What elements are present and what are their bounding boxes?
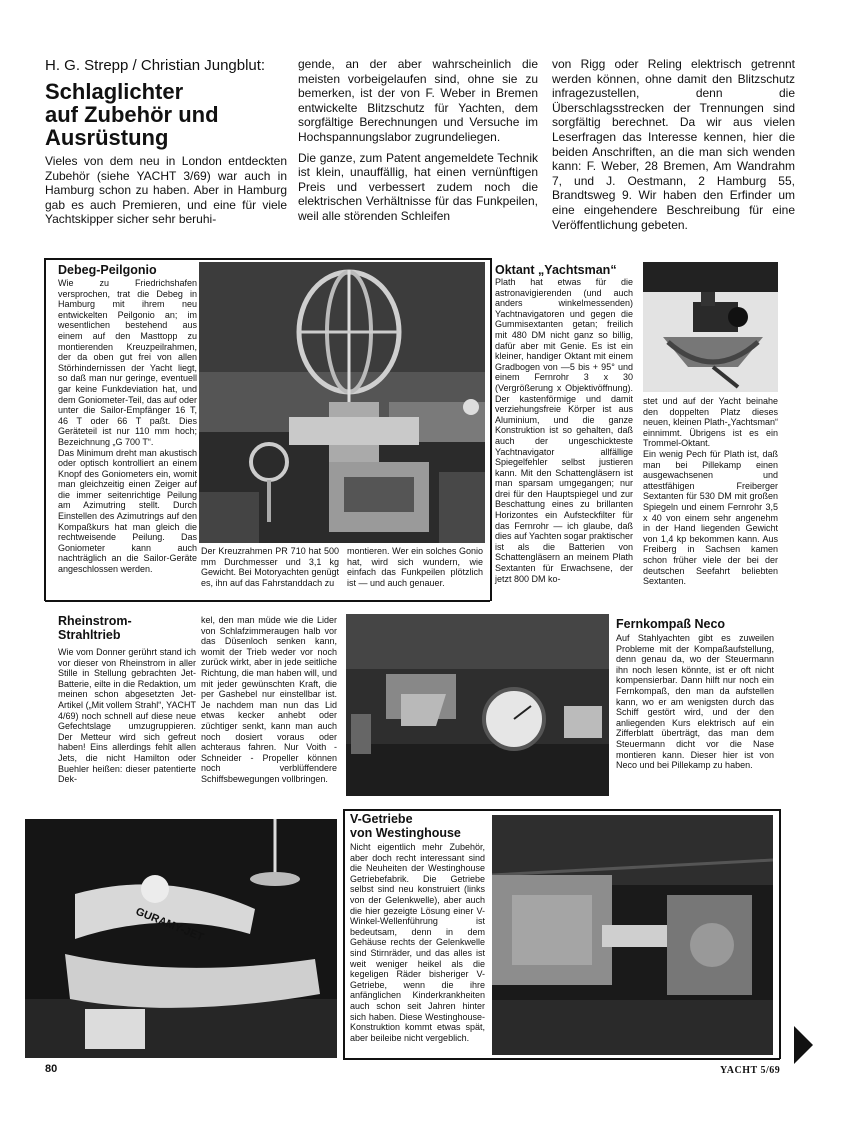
rule [45, 600, 490, 602]
oktant-body-cont-p2: Ein wenig Pech für Plath ist, daß man bei Pillekamp einen ausgewachsenen und attestfähigen Freiberger Sextanten für 530 DM mit großen Spiegeln und einem Fernrohr 3,5 x 40 von einem sehr angenehm in der Hand liegenden Gewicht von 1,4 kp bekommen kann. Aus Freiberg in Sachsen kamen schon früher viele der bei der deutschen Seefahrt beliebten Sextanten. [643, 448, 778, 587]
oktant-title: Oktant „Yachtsman“ [495, 263, 617, 277]
debeg-title: Debeg-Peilgonio [58, 263, 157, 277]
intro-col3: von Rigg oder Reling elektrisch getrennt werden können, ohne damit den Blitzschutz infragezustellen, denn die Überschlagsstrecken der Trennungen sind sorgfältig berechnet. Da wir aus vielen Leserfragen das Interesse kennen, hier die beiden Anschriften, an die man sich wenden kann: F. Weber, 28 Bremen, Am Wandrahm 7, und J. Oestmann, 2 Hamburg 55, Brandtsweg 9. Wir haben den Erfinder um eine eingehendere Beschreibung für eine Veröffentlichung gebeten. [552, 57, 795, 232]
photo-cross-frame-antenna [199, 262, 485, 543]
fernkompass-body: Auf Stahlyachten gibt es zuweilen Probleme mit der Kompaßaufstellung, denn genau da, wo der Steuermann ihn noch lesen könnte, ist er oft nicht kompensierbar. Dann hilft nur noch ein Fernkompaß, den man da aufstellen kann, wo er am wenigsten durch das Schiff gestört wird, und der den anliegenden Kurs elektrisch auf ein Zifferblatt überträgt, das man dem Steuermann dicht vor die Nase montieren kann. Dieser hier ist von Neco und bei Pillekamp zu haben. [616, 633, 774, 771]
intro-col1: Vieles von dem neu in London entdeckten Zubehör (siehe YACHT 3/69) war auch in Hamburg schon zu haben. Aber in Hamburg gab es auch Premieren, und eine für viele Yachtskipper sicher sehr beruhi- [45, 154, 287, 227]
authors: H. G. Strepp / Christian Jungblut: [45, 57, 266, 74]
rule [44, 258, 46, 601]
debeg-caption-b: montieren. Wer ein solches Gonio hat, wird sich wundern, wie einfach das Funkpeilen plötzlich ist — und auch genauer. [347, 546, 483, 588]
photo-v-gearbox-image [492, 815, 773, 1055]
rhein-body-col1: Wie vom Donner gerührt stand ich vor dieser von Rheinstrom in aller Stille in Stellung gebrachten Jet-Batterie, eilte in die Redaktion, um meinen schon abgesetzten Jet-Artikel („Mit vollem Strahl“, YACHT 4/69) noch schnell auf diese neue Gefechtslage umzugruppieren. Der Metteur wird sich gefreut haben! Eins allerdings fehlt allen Jets, die nicht Hamilton oder Buehler heißen: dieser patentierte Dek- [58, 647, 196, 785]
rule [343, 1058, 780, 1060]
photo-gauges [346, 614, 609, 796]
oktant-body-cont-p1: stet und auf der Yacht beinahe den doppelten Platz dieses neuen, kleinen Plath-„Yachtsman“ einnimmt. Übrigens ist es ein Trommel-Oktant. [643, 396, 778, 449]
rule [490, 258, 492, 601]
photo-octant [643, 262, 778, 392]
vgetriebe-body: Nicht eigentlich mehr Zubehör, aber doch recht interessant sind die Neuheiten der Westinghouse Getriebefabrik. Die Getriebe selbst sind neu konstruiert (links von der Gelenkwelle), aber auch die hier gezeigte Lösung einer V-Winkel-Wellenführung ist bedeutsam, denn in dem Gehäuse rechts der Gelenkwelle sind Stirnräder, und das alles ist weit weniger heikel als die kegeligen Räder bisheriger V-Getriebe, wenn die ihre anfänglichen Kinderkrankheiten auch schon seit Jahren hinter sich haben. Diese Westinghouse-Konstruktion kommt etwas spät, aber beileibe nicht vergeblich. [350, 842, 485, 1043]
rhein-title-line: Strahltrieb [58, 628, 121, 642]
fernkompass-title: Fernkompaß Neco [616, 617, 726, 631]
headline-line: Ausrüstung [45, 125, 169, 150]
intro-col2-p1: gende, an der aber wahrscheinlich die meisten vorbeigelaufen sind, ohne sie zu bemerken, ist der von F. Weber in Bremen entwickelte Blitzschutz für Yachten, dem sorgfältige Berechnungen und Versuche im Hochspannungslabor zugrundeliegen. [298, 57, 538, 144]
rhein-title-line: Rheinstrom- [58, 614, 132, 628]
page-number: 80 [45, 1063, 58, 1075]
photo-jet-drive [25, 819, 337, 1058]
magazine-issue: YACHT 5/69 [720, 1065, 781, 1076]
oktant-body-cont [643, 396, 778, 587]
debeg-caption-a: Der Kreuzrahmen PR 710 hat 500 mm Durchmesser und 3,1 kg Gewicht. Bei Motoryachten genügt es, ihn auf das Fahrstanddach zu [201, 546, 339, 588]
intro-col2 [298, 57, 538, 224]
rule [45, 258, 490, 260]
oktant-body: Plath hat etwas für die astronavigierenden (und auch anders winkelmessenden) Yachtnavigatoren und gegen die Gummisextanten getan; freilich mit 480 DM nicht ganz so billig, dafür aber mit Genie. Es ist ein kleiner, handiger Oktant mit einem Gradbogen von —5 bis + 95° und einem Fernrohr 3 x 30 (Vergrößerung x Objektivöffnung). Der kastenförmige und damit verziehungsfreie Körper ist aus Aluminium, und die ganze Konstruktion ist so gehalten, daß auch der ungeschickteste Yachtnavigator allfällige Spiegelfehler selbst justieren kann. Mit den Schattengläsern ist man sparsam umgegangen; nur drei für den Hauptspiegel und zur Beschattung eines zu brillanten Horizontes ein Aufsteckfilter für das Fernrohr — ich glaube, daß dies auf Yachten sogar praktischer ist als die Batterien von Schattengläsern an meinem Plath Sextanten für Erwachsene, der jetzt 800 DM ko- [495, 277, 633, 584]
photo-gauges-image [346, 614, 609, 796]
rhein-title [58, 614, 198, 642]
photo-v-gearbox [492, 815, 773, 1055]
debeg-body [58, 278, 197, 575]
rule [779, 809, 781, 1059]
debeg-body-p2: Das Minimum dreht man akustisch oder optisch kontrolliert an einem Knopf des Goniometers ein, womit man gleichzeitig einen Zeiger auf die immer seitenrichtige Peilung am Azimutring stellt. Durch Einstellen des Azimutrings auf den Kompaßkurs hat man gleich die rechtweisende Peilung. Das Goniometer kann auch nachträglich an die Sailor-Geräte angeschlossen werden. [58, 447, 197, 575]
rule [343, 809, 780, 811]
photo-jet-drive-image [25, 819, 337, 1058]
headline [45, 80, 290, 149]
next-page-arrow [794, 1026, 813, 1064]
vgetriebe-title [350, 812, 500, 840]
headline-line: Schlaglichter [45, 79, 184, 104]
rhein-body-col2: kel, den man müde wie die Lider von Schlafzimmeraugen halb vor das Düsenloch senken kann, womit der Trieb weder vor noch zurück wirkt, aber in jede seitliche Richtung, die man haben will, und mit jeder gewünschten Kraft, die per Gashebel nur einstellbar ist. Je nachdem man nun das Lid etwas kecker anhebt oder züchtiger senkt, kann man auch noch dosiert voraus oder achteraus fahren. Nur Voith - Schneider - Propeller können noch verblüffendere Schiffsbewegungen vollbringen. [201, 615, 337, 784]
intro-col2-p2: Die ganze, zum Patent angemeldete Technik ist klein, unauffällig, hat einen vernünftigen Preis und verbessert zudem noch die elektrischen Verhältnisse für das Funkpeilen, weil alle störenden Schleifen [298, 150, 538, 223]
rule [343, 809, 345, 1059]
photo-octant-image [643, 262, 778, 392]
vgetriebe-title-line: V-Getriebe [350, 812, 413, 826]
debeg-body-p1: Wie zu Friedrichshafen versprochen, trat die Debeg in Hamburg mit ihrem neu entwickelten Peilgonio an; im wesentlichen bestehend aus einem auf den Masttopp zu montierenden Kreuzpeilrahmen, der da oben gut frei von allen Störhindernissen der Yacht liegt, so daß man nur geringe, eventuell gar keine Funkdeviation hat, und dem Goniometer-Teil, das auf oder unter die Sailor-Empfänger 16 T, 46 T oder 66 T paßt. Dies Geräteteil ist nur 110 mm hoch; Bezeichnung „G 700 T“. [58, 278, 197, 447]
vgetriebe-title-line: von Westinghouse [350, 826, 461, 840]
headline-line: auf Zubehör und [45, 102, 219, 127]
jet-label: GURAMY-JET [133, 905, 206, 944]
photo-cross-frame-antenna-image [199, 262, 485, 543]
